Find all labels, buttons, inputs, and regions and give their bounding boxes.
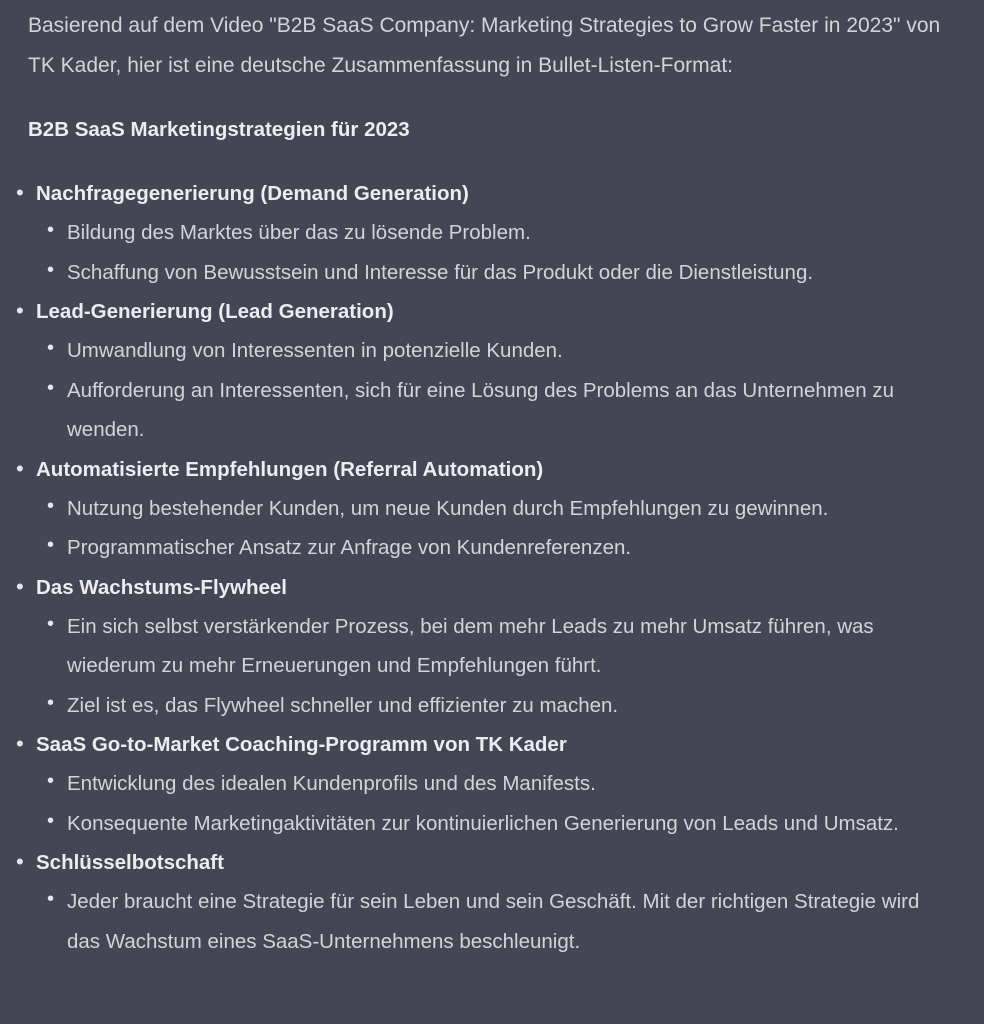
- point-list: [36, 764, 956, 843]
- section-item: [16, 843, 956, 961]
- list-item: [47, 882, 956, 961]
- point-list: [36, 607, 956, 726]
- bullet-icon: •: [47, 691, 55, 714]
- section-item: [16, 174, 956, 292]
- point-text: Nutzung bestehender Kunden, um neue Kunden durch Empfehlungen zu gewinnen.: [67, 496, 829, 520]
- bullet-icon: •: [47, 494, 55, 517]
- bullet-icon: •: [16, 849, 24, 874]
- section-title: Schlüsselbotschaft: [36, 851, 224, 874]
- section-title: Automatisierte Empfehlungen (Referral Automation): [36, 457, 544, 481]
- point-list: [36, 213, 956, 292]
- summary-heading: B2B SaaS Marketingstrategien für 2023: [28, 118, 410, 141]
- list-item: [47, 253, 956, 293]
- list-item: [47, 804, 956, 844]
- bullet-icon: •: [47, 258, 55, 281]
- section-item: [16, 292, 956, 450]
- point-text: Ein sich selbst verstärkender Prozess, bei dem mehr Leads zu mehr Umsatz führen, was wiederum zu mehr Erneuerungen und Empfehlungen führt.: [67, 614, 874, 677]
- bullet-icon: •: [47, 612, 55, 635]
- point-text: Programmatischer Ansatz zur Anfrage von Kundenreferenzen.: [67, 536, 632, 559]
- section-title: Nachfragegenerierung (Demand Generation): [36, 182, 469, 205]
- list-item: [47, 331, 956, 371]
- list-item: [47, 686, 956, 726]
- point-list: [36, 882, 956, 961]
- section-list: [16, 174, 956, 961]
- bullet-icon: •: [47, 809, 55, 832]
- point-list: [36, 489, 956, 568]
- list-item: [47, 489, 956, 529]
- bullet-icon: •: [47, 219, 55, 241]
- bullet-icon: •: [47, 376, 55, 399]
- point-text: Konsequente Marketingaktivitäten zur kontinuierlichen Generierung von Leads und Umsatz.: [67, 811, 899, 835]
- point-text: Umwandlung von Interessenten in potenzielle Kunden.: [67, 339, 563, 362]
- list-item: [47, 371, 956, 450]
- bullet-icon: •: [16, 573, 24, 599]
- section-item: [16, 725, 956, 843]
- bullet-icon: •: [16, 180, 24, 205]
- point-text: Entwicklung des idealen Kundenprofils und des Manifests.: [67, 772, 596, 795]
- section-item: [16, 568, 956, 726]
- point-text: Aufforderung an Interessenten, sich für eine Lösung des Problems an das Unternehmen zu wenden.: [67, 378, 894, 441]
- bullet-icon: •: [47, 337, 55, 359]
- bullet-icon: •: [47, 770, 55, 792]
- point-text: Schaffung von Bewusstsein und Interesse für das Produkt oder die Dienstleistung.: [67, 260, 814, 284]
- bullet-icon: •: [16, 455, 24, 481]
- bullet-icon: •: [47, 888, 55, 910]
- bullet-icon: •: [16, 731, 24, 756]
- section-item: [16, 450, 956, 568]
- point-text: Jeder braucht eine Strategie für sein Leben und sein Geschäft. Mit der richtigen Strategie wird das Wachstum eines SaaS-Unternehmens beschleunigt.: [67, 890, 920, 953]
- point-text: Bildung des Marktes über das zu lösende Problem.: [67, 221, 531, 244]
- point-list: [36, 331, 956, 450]
- list-item: [47, 528, 956, 568]
- list-item: [47, 607, 956, 686]
- list-item: [47, 764, 956, 804]
- bullet-icon: •: [47, 534, 55, 556]
- point-text: Ziel ist es, das Flywheel schneller und effizienter zu machen.: [67, 693, 619, 717]
- list-item: [47, 213, 956, 253]
- section-title: Lead-Generierung (Lead Generation): [36, 300, 394, 323]
- bullet-icon: •: [16, 298, 24, 323]
- intro-paragraph: Basierend auf dem Video "B2B SaaS Company: Marketing Strategies to Grow Faster in 2023" von TK Kader, hier ist eine deutsche Zusammenfassung in Bullet-Listen-Format:: [28, 14, 941, 77]
- section-title: Das Wachstums-Flywheel: [36, 575, 288, 599]
- section-title: SaaS Go-to-Market Coaching-Programm von TK Kader: [36, 733, 567, 756]
